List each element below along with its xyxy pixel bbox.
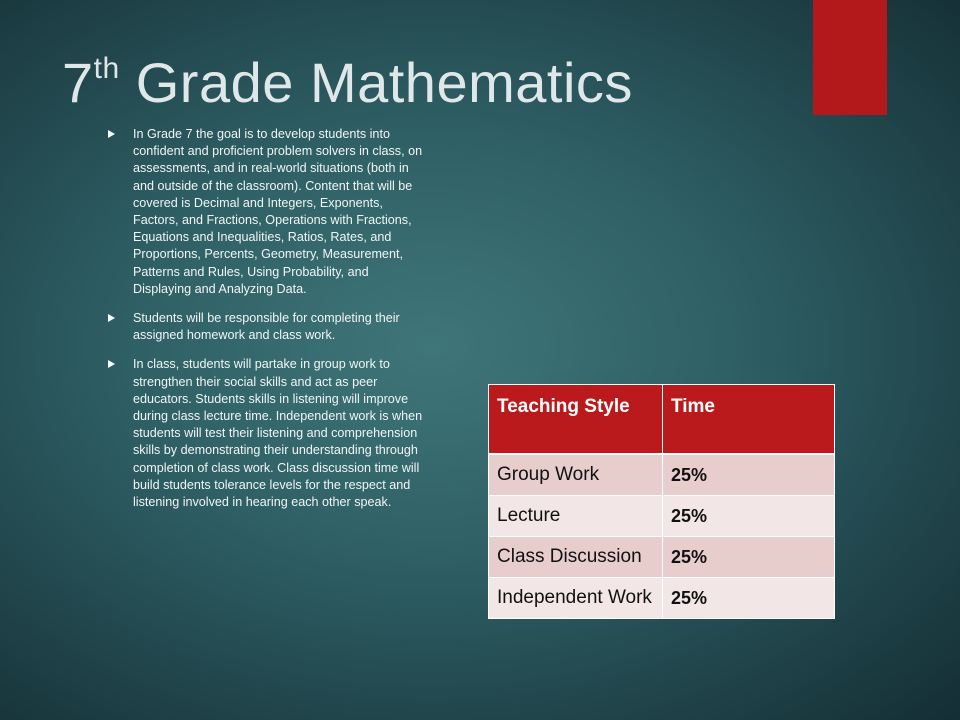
- title-number: 7: [62, 51, 94, 114]
- bullet-item: [108, 126, 428, 298]
- red-accent-bar: [813, 0, 887, 115]
- bullet-text: In class, students will partake in group work to strengthen their social skills and act as peer educators. Students skills in listening will improve during class lecture time. Independent work is when students will test their listening and comprehension skills by demonstrating their understanding through completion of class work. Class discussion time will build students tolerance levels for the respect and listening involved in hearing each other speak.: [133, 357, 423, 510]
- bullet-item: [108, 310, 428, 344]
- table-header-row: [489, 385, 835, 455]
- teaching-style-table: [488, 384, 835, 619]
- cell-time: 25%: [663, 537, 835, 578]
- bullet-list: [108, 126, 428, 523]
- bullet-text: Students will be responsible for completing their assigned homework and class work.: [133, 311, 400, 343]
- header-teaching-style: Teaching Style: [489, 385, 663, 455]
- table-row: [489, 578, 835, 619]
- cell-time: 25%: [663, 454, 835, 496]
- cell-time: 25%: [663, 496, 835, 537]
- title-text: Grade Mathematics: [119, 51, 633, 114]
- cell-teaching-style: Class Discussion: [489, 537, 663, 578]
- cell-time: 25%: [663, 578, 835, 619]
- title-superscript: th: [93, 52, 120, 85]
- arrow-bullet-icon: [108, 314, 115, 322]
- table-row: [489, 496, 835, 537]
- table-row: [489, 454, 835, 496]
- cell-teaching-style: Group Work: [489, 454, 663, 496]
- table-row: [489, 537, 835, 578]
- bullet-text: In Grade 7 the goal is to develop students into confident and proficient problem solvers in class, on assessments, and in real-world situations (both in and outside of the classroom). Content that will be covered is Decimal and Integers, Exponents, Factors, and Fractions, Operations with Fractions, Equations and Inequalities, Ratios, Rates, and Proportions, Percents, Geometry, Measurement, Patterns and Rules, Using Probability, and Displaying and Analyzing Data.: [133, 127, 423, 296]
- cell-teaching-style: Lecture: [489, 496, 663, 537]
- slide-title: [62, 50, 633, 115]
- bullet-item: [108, 356, 428, 511]
- header-time: Time: [663, 385, 835, 455]
- arrow-bullet-icon: [108, 130, 115, 138]
- cell-teaching-style: Independent Work: [489, 578, 663, 619]
- arrow-bullet-icon: [108, 360, 115, 368]
